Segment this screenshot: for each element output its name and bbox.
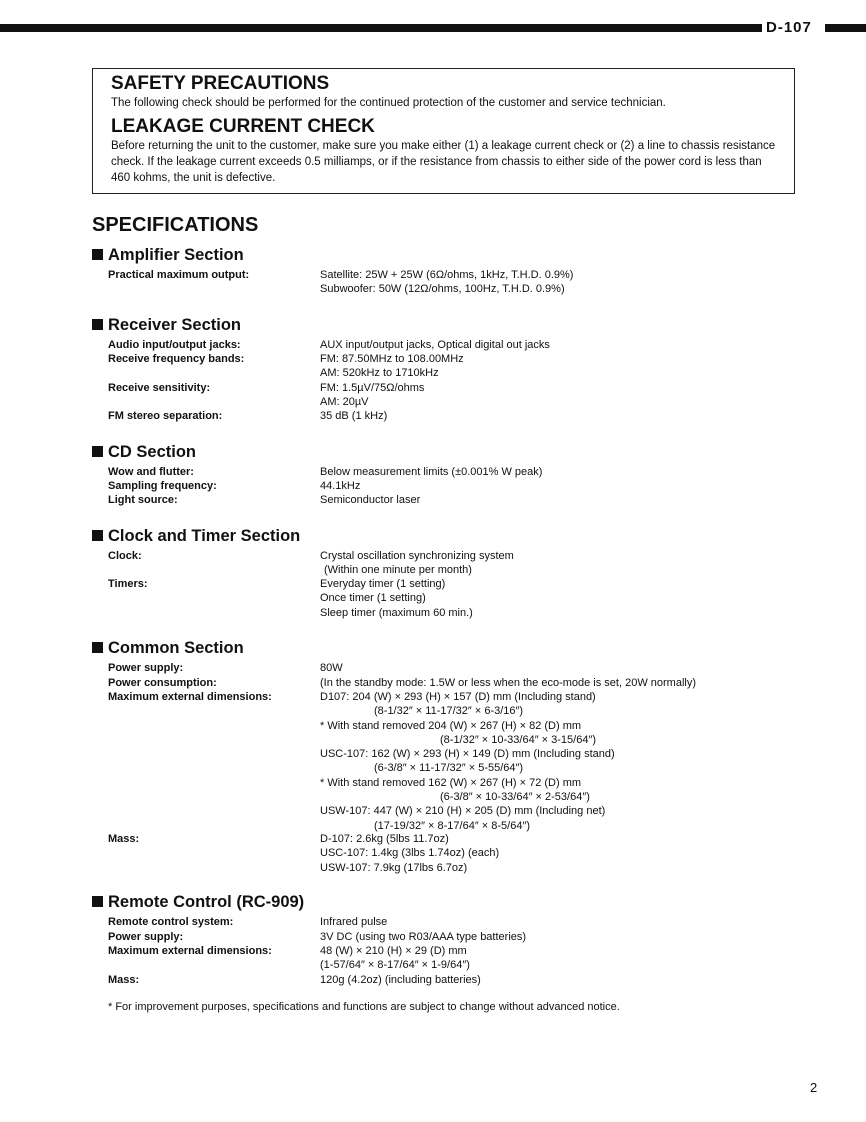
square-bullet-icon [92, 642, 103, 653]
common-section-heading: Common Section [92, 638, 244, 658]
safety-text: The following check should be performed for the continued protection of the customer and service technician. [111, 97, 666, 109]
page-number: 2 [810, 1080, 818, 1095]
receiver-section-heading: Receiver Section [92, 315, 241, 335]
specifications-title: SPECIFICATIONS [92, 214, 259, 236]
safety-box [92, 68, 795, 194]
safety-heading: SAFETY PRECAUTIONS [111, 73, 330, 94]
leakage-text: Before returning the unit to the customer, make sure you make either (1) a leakage current check or (2) a line to chassis resistance check. If the leakage current exceeds 0.5 milliamps, or if the resistance from chassis to either side of the power cord is less than 460 kohms, the unit is defective. [111, 140, 776, 184]
header-rule-left [0, 24, 762, 32]
header-rule-right [825, 24, 866, 32]
square-bullet-icon [92, 319, 103, 330]
square-bullet-icon [92, 896, 103, 907]
clock-section-heading: Clock and Timer Section [92, 526, 300, 546]
cd-section-heading: CD Section [92, 442, 196, 462]
amplifier-section-heading: Amplifier Section [92, 245, 244, 265]
square-bullet-icon [92, 530, 103, 541]
remote-section-heading: Remote Control (RC-909) [92, 892, 304, 912]
footnote: * For improvement purposes, specifications and functions are subject to change without advanced notice. [108, 1001, 620, 1013]
square-bullet-icon [92, 249, 103, 260]
leakage-heading: LEAKAGE CURRENT CHECK [111, 116, 375, 137]
model-label: D-107 [766, 19, 812, 33]
square-bullet-icon [92, 446, 103, 457]
